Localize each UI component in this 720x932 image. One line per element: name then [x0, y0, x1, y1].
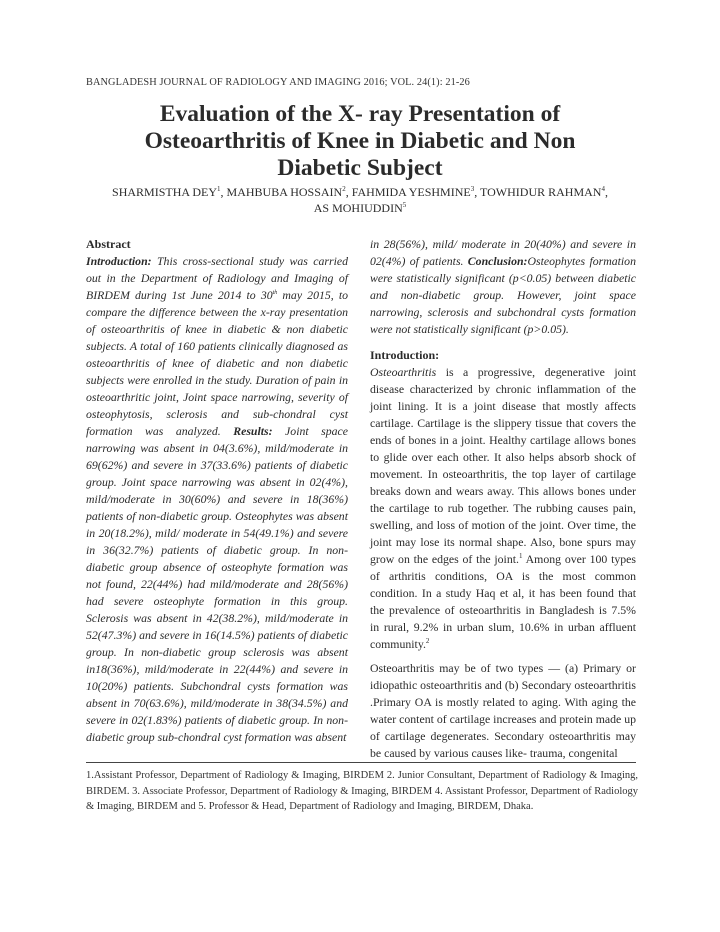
abstract-intro-label: Introduction:: [86, 254, 152, 268]
author-1-affil: 1: [217, 185, 221, 193]
intro-p2-text: Among over 100 types of arthritis conditions, OA is the most common condition. In a study Haq et al, it has been found that the prevalence of osteoarthritis in Bangladesh is 7.5% in rural, 9.2% in urban slum, 10.6% in urban affluent community.: [370, 552, 636, 651]
author-1: SHARMISTHA DEY: [112, 185, 218, 199]
abstract-body: [86, 253, 348, 746]
intro-p2-sup: 2: [425, 637, 430, 646]
journal-header: BANGLADESH JOURNAL OF RADIOLOGY AND IMAGING 2016; VOL. 24(1): 21-26: [86, 77, 470, 88]
author-separator: ,: [604, 185, 608, 199]
author-3-affil: 3: [470, 185, 475, 193]
abstract-continuation-text: Osteophytes formation were statistically significant (p<0.05) between diabetic and non-diabetic group. However, joint space narrowing, sclerosis and subchondral cysts formation were not statistically significant (p>0.05).: [370, 254, 636, 336]
spacer: [370, 338, 636, 347]
authors-line-2: [70, 200, 650, 216]
abstract-intro-text-2: may 2015, to compare the difference between the x-ray presentation of osteoarthritis of knee in diabetic & non diabetic subjects. A total of 160 patients clinically diagnosed as osteoarthritis of knee of diabetic and non diabetic subjects were enrolled in the study. Duration of pain in osteoarthritic joint, Joint space narrowing, severity of osteophytosis, sclerosis and sub-chondral cyst formation was analyzed.: [86, 288, 348, 438]
authors-line-1: [70, 184, 650, 200]
intro-paragraph-1: [370, 364, 636, 653]
author-list: [70, 184, 650, 216]
right-column: [370, 236, 636, 762]
footnote-divider: [86, 762, 636, 763]
left-column: [86, 236, 348, 746]
abstract-results-label: Results:: [233, 424, 273, 438]
intro-paragraph-3: Osteoarthritis may be of two types — (a) Primary or idiopathic osteoarthritis and (b) Secondary osteoarthritis .Primary OA is mostly related to aging. With aging the water content of cartilage increases and protein made up of cartilage degenerates. Secondary osteoarthritis may be caused by various causes like- trauma, congenital: [370, 661, 636, 760]
footnote-affiliations: 1.Assistant Professor, Department of Radiology & Imaging, BIRDEM 2. Junior Consultant, Department of Radiology & Imaging, BIRDEM. 3. Associate Professor, Department of Radiology & Imaging, BIRDEM 4. Assistant Professor, Department of Radiology & Imaging, BIRDEM and 5. Professor & Head, Department of Radiology and Imaging, BIRDEM, Dhaka.: [86, 770, 638, 812]
title-line-1: Evaluation of the X- ray Presentation of: [159, 101, 561, 127]
article-title: [70, 101, 650, 182]
introduction-heading: Introduction:: [370, 348, 440, 362]
abstract-heading: Abstract: [86, 237, 131, 251]
author-4: , TOWHIDUR RAHMAN: [474, 185, 602, 199]
spacer: [370, 653, 636, 660]
author-4-affil: 4: [601, 185, 605, 193]
intro-p1-text: is a progressive, degenerative joint disease characterized by chronic inflammation of the joint lining. It is a joint disease that mostly affects cartilage. Cartilage is the slippery tissue that covers the ends of bones in a joint. Healthy cartilage allows bones to glide over each other. It also helps absorb shock of movement. In osteoarthritis, the top layer of cartilage breaks down and wears away. This allows bones under the cartilage to rub together. The rubbing causes pain, swelling, and loss of motion of the joint. Over time, the joint may lose its normal shape. Also, bone spurs may grow on the edges of the joint.: [370, 365, 636, 566]
abstract-continuation-text: in 28(56%), mild/ moderate in 20(40%) and severe in 02(4%) of patients.: [370, 237, 636, 268]
title-line-2: Osteoarthritis of Knee in Diabetic and Non: [144, 128, 576, 154]
author-3: , FAHMIDA YESHMINE: [345, 185, 471, 199]
intro-p1-sup: 1: [518, 552, 523, 561]
author-2: , MAHBUBA HOSSAIN: [220, 185, 343, 199]
intro-p1-term: Osteoarthritis: [370, 365, 437, 379]
abstract-continuation: [370, 236, 636, 338]
abstract-conclusion-label: Conclusion:: [467, 254, 528, 268]
title-line-3: Diabetic Subject: [277, 155, 443, 181]
abstract-intro-text: This cross-sectional study was carried out in the Department of Radiology and Imaging of BIRDEM during 1st June 2014 to 30: [86, 254, 348, 302]
author-5: AS MOHIUDDIN: [313, 201, 403, 215]
author-2-affil: 2: [342, 185, 346, 193]
author-5-affil: 5: [402, 201, 407, 209]
abstract-intro-sup: th: [272, 290, 278, 297]
abstract-results-text: Joint space narrowing was absent in 04(3.6%), mild/moderate in 69(62%) and severe in 37(33.6%) patients of diabetic group. Joint space narrowing was absent in 02(4%), mild/moderate in 30(60%) and severe in 18(36%) patients of non-diabetic group. Osteophytes was absent in 20(18.2%), mild/ moderate in 54(49.1%) and severe in 36(32.7%) patients of diabetic group. In non-diabetic group absence of osteophyte formation was not found, 22(44%) had mild/moderate and 28(56%) had severe osteophyte formation in this group. Sclerosis was absent in 42(38.2%), mild/moderate in 52(47.3%) and severe in 16(14.5%) patients of diabetic group. In non-diabetic group sclerosis was absent in18(36%), mild/moderate in 22(44%) and severe in 10(20%) patients. Subchondral cysts formation was absent in 70(63.6%), mild/moderate in 38(34.5%) and severe in 02(1.83%) patients of diabetic group. In non-diabetic group sub-chondral cyst formation was absent: [86, 424, 348, 744]
